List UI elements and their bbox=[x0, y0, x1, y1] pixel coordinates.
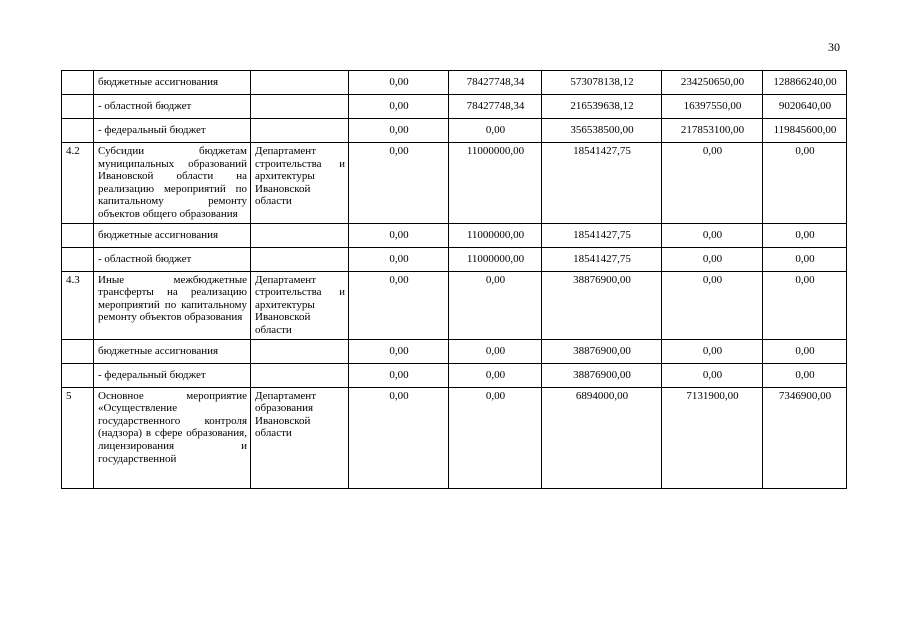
amount-cell-4: 16397550,00 bbox=[662, 95, 763, 119]
row-number-cell: 4.2 bbox=[62, 143, 94, 224]
row-executor-cell: Департамент строительства и архитектуры Ивановской области bbox=[251, 143, 349, 224]
amount-cell-2: 0,00 bbox=[449, 271, 542, 339]
row-executor-cell bbox=[251, 71, 349, 95]
amount-cell-4: 0,00 bbox=[662, 247, 763, 271]
row-number-cell: 5 bbox=[62, 387, 94, 488]
amount-cell-4: 0,00 bbox=[662, 271, 763, 339]
amount-cell-3: 573078138,12 bbox=[542, 71, 662, 95]
row-executor-cell bbox=[251, 339, 349, 363]
amount-cell-1: 0,00 bbox=[349, 223, 449, 247]
amount-cell-5: 0,00 bbox=[763, 271, 847, 339]
table-row bbox=[62, 71, 847, 95]
amount-cell-1: 0,00 bbox=[349, 387, 449, 488]
page-number: 30 bbox=[828, 40, 840, 54]
row-number-cell bbox=[62, 95, 94, 119]
row-executor-cell bbox=[251, 223, 349, 247]
amount-cell-3: 356538500,00 bbox=[542, 119, 662, 143]
row-executor-cell bbox=[251, 95, 349, 119]
amount-cell-5: 0,00 bbox=[763, 247, 847, 271]
amount-cell-5: 128866240,00 bbox=[763, 71, 847, 95]
table-row bbox=[62, 223, 847, 247]
amount-cell-2: 0,00 bbox=[449, 339, 542, 363]
amount-cell-1: 0,00 bbox=[349, 95, 449, 119]
row-name-cell: бюджетные ассигнования bbox=[94, 223, 251, 247]
amount-cell-1: 0,00 bbox=[349, 271, 449, 339]
table-row bbox=[62, 95, 847, 119]
amount-cell-1: 0,00 bbox=[349, 363, 449, 387]
amount-cell-4: 0,00 bbox=[662, 223, 763, 247]
amount-cell-2: 11000000,00 bbox=[449, 223, 542, 247]
table-row bbox=[62, 363, 847, 387]
row-name-cell: бюджетные ассигнования bbox=[94, 339, 251, 363]
table-row bbox=[62, 247, 847, 271]
amount-cell-1: 0,00 bbox=[349, 71, 449, 95]
amount-cell-3: 38876900,00 bbox=[542, 339, 662, 363]
amount-cell-2: 11000000,00 bbox=[449, 143, 542, 224]
amount-cell-1: 0,00 bbox=[349, 247, 449, 271]
row-name-cell: - областной бюджет bbox=[94, 95, 251, 119]
amount-cell-4: 217853100,00 bbox=[662, 119, 763, 143]
amount-cell-3: 216539638,12 bbox=[542, 95, 662, 119]
row-name-cell: - областной бюджет bbox=[94, 247, 251, 271]
budget-table bbox=[61, 70, 847, 489]
amount-cell-5: 9020640,00 bbox=[763, 95, 847, 119]
amount-cell-4: 234250650,00 bbox=[662, 71, 763, 95]
amount-cell-5: 0,00 bbox=[763, 223, 847, 247]
row-name-cell: Основное мероприятие «Осуществление государственного контроля (надзора) в сфере образования, лицензирования и государственной bbox=[94, 387, 251, 488]
amount-cell-5: 0,00 bbox=[763, 143, 847, 224]
row-executor-cell: Департамент образования Ивановской области bbox=[251, 387, 349, 488]
table-row bbox=[62, 119, 847, 143]
row-number-cell bbox=[62, 223, 94, 247]
row-number-cell bbox=[62, 363, 94, 387]
amount-cell-3: 6894000,00 bbox=[542, 387, 662, 488]
row-name-cell: - федеральный бюджет bbox=[94, 119, 251, 143]
row-name-cell: бюджетные ассигнования bbox=[94, 71, 251, 95]
row-number-cell bbox=[62, 119, 94, 143]
row-executor-cell bbox=[251, 247, 349, 271]
amount-cell-5: 7346900,00 bbox=[763, 387, 847, 488]
amount-cell-3: 18541427,75 bbox=[542, 143, 662, 224]
amount-cell-5: 0,00 bbox=[763, 339, 847, 363]
amount-cell-5: 119845600,00 bbox=[763, 119, 847, 143]
amount-cell-3: 18541427,75 bbox=[542, 247, 662, 271]
amount-cell-4: 0,00 bbox=[662, 143, 763, 224]
amount-cell-1: 0,00 bbox=[349, 339, 449, 363]
row-name-cell: Субсидии бюджетам муниципальных образований Ивановской области на реализацию мероприятий по капитальному ремонту объектов общего образования bbox=[94, 143, 251, 224]
row-number-cell: 4.3 bbox=[62, 271, 94, 339]
table-row bbox=[62, 339, 847, 363]
amount-cell-2: 0,00 bbox=[449, 387, 542, 488]
row-executor-cell bbox=[251, 363, 349, 387]
amount-cell-4: 7131900,00 bbox=[662, 387, 763, 488]
amount-cell-4: 0,00 bbox=[662, 363, 763, 387]
amount-cell-3: 38876900,00 bbox=[542, 271, 662, 339]
amount-cell-2: 0,00 bbox=[449, 119, 542, 143]
amount-cell-2: 11000000,00 bbox=[449, 247, 542, 271]
table-row bbox=[62, 271, 847, 339]
amount-cell-4: 0,00 bbox=[662, 339, 763, 363]
amount-cell-1: 0,00 bbox=[349, 143, 449, 224]
amount-cell-2: 78427748,34 bbox=[449, 71, 542, 95]
amount-cell-2: 0,00 bbox=[449, 363, 542, 387]
table-row bbox=[62, 387, 847, 488]
amount-cell-2: 78427748,34 bbox=[449, 95, 542, 119]
amount-cell-1: 0,00 bbox=[349, 119, 449, 143]
row-executor-cell: Департамент строительства и архитектуры Ивановской области bbox=[251, 271, 349, 339]
amount-cell-5: 0,00 bbox=[763, 363, 847, 387]
table-row bbox=[62, 143, 847, 224]
row-name-cell: Иные межбюджетные трансферты на реализацию мероприятий по капитальному ремонту объектов образования bbox=[94, 271, 251, 339]
row-executor-cell bbox=[251, 119, 349, 143]
amount-cell-3: 18541427,75 bbox=[542, 223, 662, 247]
row-number-cell bbox=[62, 247, 94, 271]
amount-cell-3: 38876900,00 bbox=[542, 363, 662, 387]
row-number-cell bbox=[62, 339, 94, 363]
row-name-cell: - федеральный бюджет bbox=[94, 363, 251, 387]
row-number-cell bbox=[62, 71, 94, 95]
